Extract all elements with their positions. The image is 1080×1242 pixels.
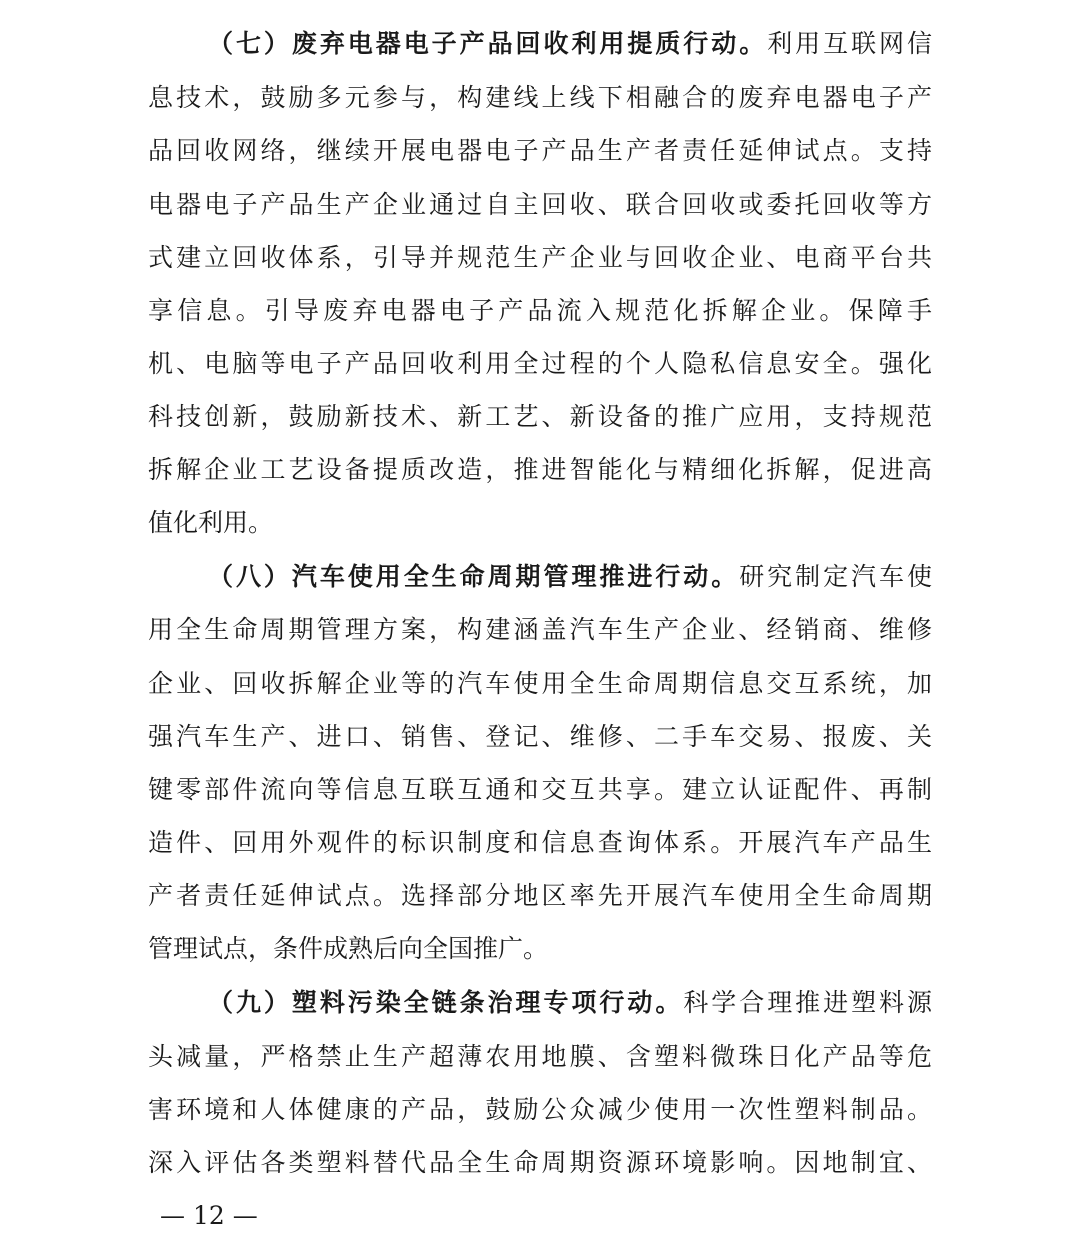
paragraph-line: 科技创新，鼓励新技术、新工艺、新设备的推广应用，支持规范 <box>148 402 932 431</box>
paragraph-line: 享信息。引导废弃电器电子产品流入规范化拆解企业。保障手 <box>148 296 932 325</box>
paragraph-line: 机、电脑等电子产品回收利用全过程的个人隐私信息安全。强化 <box>148 349 932 378</box>
paragraph-line: 息技术，鼓励多元参与，构建线上线下相融合的废弃电器电子产 <box>148 83 932 112</box>
section-heading: （七）废弃电器电子产品回收利用提质行动。 <box>208 29 768 58</box>
paragraph-line: 值化利用。 <box>148 508 274 537</box>
paragraph-line: 深入评估各类塑料替代品全生命周期资源环境影响。因地制宜、 <box>148 1148 932 1177</box>
paragraph-line: 品回收网络，继续开展电器电子产品生产者责任延伸试点。支持 <box>148 136 932 165</box>
paragraph-line: 拆解企业工艺设备提质改造，推进智能化与精细化拆解，促进高 <box>148 455 932 484</box>
paragraph-line: 强汽车生产、进口、销售、登记、维修、二手车交易、报废、关 <box>148 722 932 751</box>
paragraph-line <box>208 557 932 597</box>
paragraph-line: 管理试点，条件成熟后向全国推广。 <box>148 934 549 963</box>
paragraph-text: 研究制定汽车使 <box>739 562 932 591</box>
paragraph-line: 用全生命周期管理方案，构建涵盖汽车生产企业、经销商、维修 <box>148 615 932 644</box>
paragraph-line <box>208 24 932 64</box>
section-heading: （八）汽车使用全生命周期管理推进行动。 <box>208 562 740 591</box>
section-heading: （九）塑料污染全链条治理专项行动。 <box>208 988 684 1017</box>
paragraph-line: 企业、回收拆解企业等的汽车使用全生命周期信息交互系统，加 <box>148 669 932 698</box>
paragraph-line <box>208 983 932 1023</box>
paragraph-line: 头减量，严格禁止生产超薄农用地膜、含塑料微珠日化产品等危 <box>148 1042 932 1071</box>
paragraph-text: 利用互联网信 <box>767 29 932 58</box>
paragraph-line: 造件、回用外观件的标识制度和信息查询体系。开展汽车产品生 <box>148 828 932 857</box>
paragraph-line: 电器电子产品生产企业通过自主回收、联合回收或委托回收等方 <box>148 190 932 219</box>
paragraph-line: 键零部件流向等信息互联互通和交互共享。建立认证配件、再制 <box>148 775 932 804</box>
paragraph-line: 产者责任延伸试点。选择部分地区率先开展汽车使用全生命周期 <box>148 881 932 910</box>
paragraph-text: 科学合理推进塑料源 <box>683 988 932 1017</box>
paragraph-line: 式建立回收体系，引导并规范生产企业与回收企业、电商平台共 <box>148 243 932 272</box>
paragraph-line: 害环境和人体健康的产品，鼓励公众减少使用一次性塑料制品。 <box>148 1095 932 1124</box>
page-number: — 12 — <box>160 1201 258 1230</box>
